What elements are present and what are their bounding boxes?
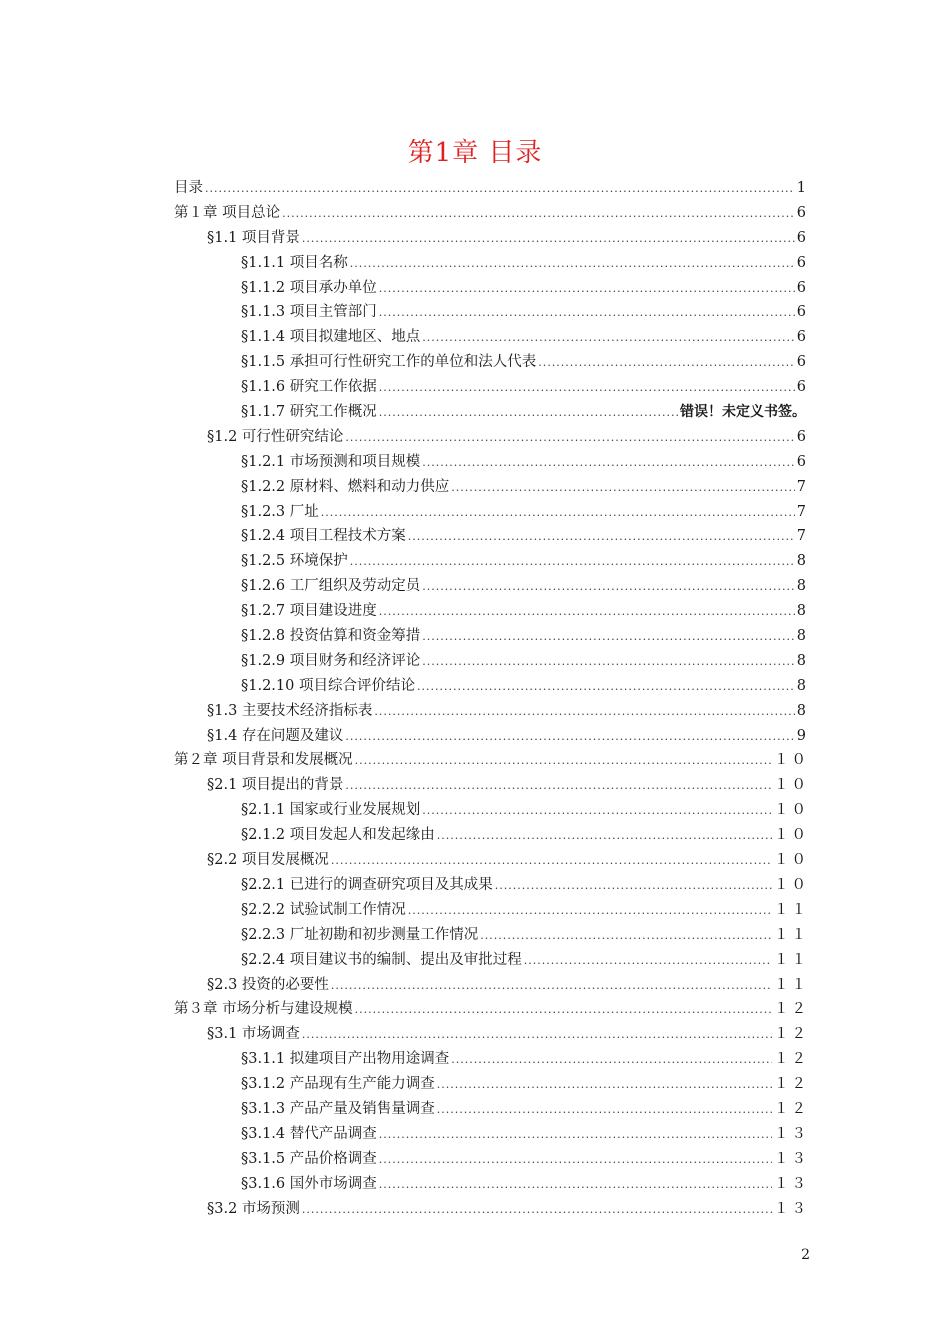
dot-leader [379, 277, 795, 302]
toc-entry-label: §1.1.5 承担可行性研究工作的单位和法人代表 [241, 354, 537, 371]
toc-entry[interactable] [174, 649, 809, 674]
toc-entry-page: １２ [774, 1026, 809, 1043]
toc-entry-page: １０ [774, 752, 809, 769]
toc-entry[interactable] [174, 300, 809, 325]
dot-leader [331, 974, 772, 999]
toc-entry-label: §1.2.1 市场预测和项目规模 [241, 453, 421, 470]
toc-entry-page: １１ [774, 901, 809, 918]
dot-leader [408, 899, 772, 924]
toc-entry-page: 8 [796, 628, 809, 645]
toc-entry-label: §2.3 投资的必要性 [207, 976, 329, 993]
toc-entry-label: §3.1.3 产品产量及销售量调查 [241, 1100, 435, 1117]
toc-entry-label: §1.2.7 项目建设进度 [241, 603, 377, 620]
toc-entry[interactable] [174, 1122, 809, 1147]
toc-entry[interactable] [174, 500, 809, 525]
toc-entry-label: §2.1 项目提出的背景 [207, 777, 344, 794]
toc-entry-label: §3.1 市场调查 [207, 1026, 300, 1043]
toc-entry-label: §3.1.5 产品价格调查 [241, 1150, 377, 1167]
toc-entry[interactable] [174, 201, 809, 226]
toc-entry-page: 6 [796, 428, 809, 445]
dot-leader [379, 600, 795, 625]
dot-leader [524, 949, 772, 974]
toc-entry[interactable] [174, 176, 809, 201]
dot-leader [417, 675, 795, 700]
toc-entry-page: １３ [774, 1175, 809, 1192]
toc-entry-label: §1.2.9 项目财务和经济评论 [241, 652, 421, 669]
toc-entry-label: §1.1.2 项目承办单位 [241, 279, 377, 296]
toc-entry-page: 6 [796, 354, 809, 371]
toc-entry-label: §1.1.1 项目名称 [241, 254, 348, 271]
toc-entry[interactable] [174, 724, 809, 749]
toc-entry-page: １３ [774, 1150, 809, 1167]
dot-leader [422, 575, 795, 600]
toc-entry-label: §1.2.6 工厂组织及劳动定员 [241, 578, 421, 595]
toc-entry-page: 6 [796, 279, 809, 296]
toc-entry-page: １３ [774, 1125, 809, 1142]
toc-entry[interactable] [174, 823, 809, 848]
toc-entry[interactable] [174, 475, 809, 500]
dot-leader [379, 401, 678, 426]
toc-entry-label: §3.1.4 替代产品调查 [241, 1125, 377, 1142]
dot-leader [422, 799, 772, 824]
toc-entry[interactable] [174, 798, 809, 823]
toc-entry-label: 第１章 项目总论 [174, 204, 281, 221]
toc-entry-page: 7 [796, 478, 809, 495]
page-number: 2 [801, 1247, 810, 1263]
toc-entry-page: 8 [796, 677, 809, 694]
toc-entry-page: 7 [796, 503, 809, 520]
dot-leader [350, 550, 795, 575]
toc-entry[interactable] [174, 948, 809, 973]
toc-entry[interactable] [174, 1072, 809, 1097]
toc-entry[interactable] [174, 748, 809, 773]
toc-entry-label: §1.2.3 厂址 [241, 503, 319, 520]
toc-entry-page: 7 [796, 528, 809, 545]
toc-entry-page: １０ [774, 876, 809, 893]
toc-entry-label: §2.1.2 项目发起人和发起缘由 [241, 827, 435, 844]
dot-leader [422, 650, 795, 675]
toc-entry[interactable] [174, 375, 809, 400]
toc-entry-page: 8 [796, 603, 809, 620]
toc-entry[interactable] [174, 425, 809, 450]
dot-leader [345, 725, 794, 750]
toc-entry[interactable] [174, 599, 809, 624]
dot-leader [437, 824, 772, 849]
toc-entry-page: 8 [796, 578, 809, 595]
toc-entry-label: §1.3 主要技术经济指标表 [207, 702, 373, 719]
toc-entry[interactable] [174, 873, 809, 898]
dot-leader [538, 351, 795, 376]
toc-entry[interactable] [174, 898, 809, 923]
toc-entry-page: １２ [774, 1001, 809, 1018]
toc-entry-page: １０ [774, 777, 809, 794]
toc-entry-label: 目录 [174, 180, 203, 196]
dot-leader [345, 426, 794, 451]
dot-leader [379, 1123, 772, 1148]
dot-leader [379, 1148, 772, 1173]
toc-entry[interactable] [174, 1047, 809, 1072]
toc-entry[interactable] [174, 1022, 809, 1047]
toc-entry-label: §2.2.1 已进行的调查研究项目及其成果 [241, 876, 493, 893]
toc-entry-label: §2.2.4 项目建议书的编制、提出及审批过程 [241, 951, 522, 968]
toc-entry-label: §2.1.1 国家或行业发展规划 [241, 802, 421, 819]
toc-entry-page: 6 [796, 204, 809, 221]
toc-entry-page: 6 [796, 379, 809, 396]
toc-entry-page: 8 [796, 652, 809, 669]
toc-entry-label: §1.2 可行性研究结论 [207, 428, 344, 445]
toc-entry-page: 6 [796, 453, 809, 470]
toc-entry-page: １０ [774, 852, 809, 869]
toc-entry[interactable] [174, 848, 809, 873]
toc-entry-page: １１ [774, 976, 809, 993]
toc-entry-page: １１ [774, 926, 809, 943]
toc-entry[interactable] [174, 276, 809, 301]
toc-entry-label: §3.1.2 产品现有生产能力调查 [241, 1076, 435, 1093]
toc-entry-label: §1.2.8 投资估算和资金筹措 [241, 628, 421, 645]
toc-entry-label: §2.2.3 厂址初勘和初步测量工作情况 [241, 926, 479, 943]
toc-entry-label: §1.1.6 研究工作依据 [241, 379, 377, 396]
toc-entry-label: §2.2 项目发展概况 [207, 852, 329, 869]
toc-entry-label: §1.1.3 项目主管部门 [241, 304, 377, 321]
toc-entry-page: 8 [796, 702, 809, 719]
toc-entry[interactable] [174, 1097, 809, 1122]
toc-entry-page: １２ [774, 1100, 809, 1117]
dot-leader [302, 227, 795, 252]
dot-leader [302, 1198, 772, 1223]
toc-entry[interactable] [174, 1197, 809, 1222]
toc-entry[interactable] [174, 400, 806, 425]
toc-entry-page: 6 [796, 254, 809, 271]
toc-entry-page: 6 [796, 329, 809, 346]
table-of-contents [174, 176, 809, 1221]
toc-entry-page: 6 [796, 229, 809, 246]
toc-entry-error: 错误！未定义书签。 [680, 404, 806, 421]
toc-entry[interactable] [174, 325, 809, 350]
toc-entry[interactable] [174, 973, 809, 998]
toc-entry-label: §2.2.2 试验试制工作情况 [241, 901, 406, 918]
toc-entry-page: １０ [774, 827, 809, 844]
dot-leader [355, 998, 772, 1023]
toc-entry[interactable] [174, 923, 809, 948]
toc-entry-label: §1.1 项目背景 [207, 229, 300, 246]
toc-entry-page: 1 [796, 180, 809, 196]
toc-entry-label: §3.2 市场预测 [207, 1200, 300, 1217]
toc-entry[interactable] [174, 574, 809, 599]
dot-leader [408, 525, 795, 550]
toc-entry-page: 6 [796, 304, 809, 321]
toc-entry-page: 9 [796, 727, 809, 744]
dot-leader [205, 177, 795, 202]
toc-entry-label: 第３章 市场分析与建设规模 [174, 1001, 353, 1018]
toc-entry-label: §1.1.4 项目拟建地区、地点 [241, 329, 421, 346]
toc-entry[interactable] [174, 1172, 809, 1197]
toc-entry-label: §1.4 存在问题及建议 [207, 727, 344, 744]
dot-leader [302, 1023, 772, 1048]
toc-entry-label: §3.1.1 拟建项目产出物用途调查 [241, 1051, 450, 1068]
dot-leader [451, 476, 795, 501]
toc-entry-label: §1.2.10 项目综合评价结论 [241, 677, 415, 694]
toc-entry[interactable] [174, 624, 809, 649]
dot-leader [321, 501, 795, 526]
toc-entry-page: １１ [774, 951, 809, 968]
toc-entry[interactable] [174, 524, 809, 549]
toc-entry[interactable] [174, 251, 809, 276]
dot-leader [379, 301, 795, 326]
toc-entry-page: １２ [774, 1076, 809, 1093]
toc-entry-label: §1.2.2 原材料、燃料和动力供应 [241, 478, 450, 495]
dot-leader [350, 252, 795, 277]
toc-entry[interactable] [174, 350, 809, 375]
toc-entry-label: 第２章 项目背景和发展概况 [174, 752, 353, 769]
dot-leader [495, 874, 772, 899]
dot-leader [437, 1073, 772, 1098]
toc-entry-page: １３ [774, 1200, 809, 1217]
toc-entry[interactable] [174, 226, 809, 251]
dot-leader [355, 749, 772, 774]
dot-leader [422, 625, 795, 650]
dot-leader [422, 451, 795, 476]
toc-entry[interactable] [174, 699, 809, 724]
toc-entry-page: １２ [774, 1051, 809, 1068]
dot-leader [379, 1173, 772, 1198]
dot-leader [345, 774, 772, 799]
toc-entry[interactable] [174, 773, 809, 798]
toc-entry[interactable] [174, 549, 809, 574]
toc-entry-label: §3.1.6 国外市场调查 [241, 1175, 377, 1192]
page-title: 第1章 目录 [407, 138, 543, 168]
dot-leader [374, 700, 794, 725]
toc-entry-page: 8 [796, 553, 809, 570]
toc-entry[interactable] [174, 1147, 809, 1172]
dot-leader [379, 376, 795, 401]
dot-leader [451, 1048, 772, 1073]
dot-leader [422, 326, 795, 351]
dot-leader [282, 202, 795, 227]
dot-leader [437, 1098, 772, 1123]
toc-entry-label: §1.2.4 项目工程技术方案 [241, 528, 406, 545]
dot-leader [480, 924, 772, 949]
toc-entry-label: §1.1.7 研究工作概况 [241, 404, 377, 421]
dot-leader [331, 849, 772, 874]
toc-entry-page: １０ [774, 802, 809, 819]
toc-entry[interactable] [174, 674, 809, 699]
toc-entry[interactable] [174, 450, 809, 475]
toc-entry-label: §1.2.5 环境保护 [241, 553, 348, 570]
toc-entry[interactable] [174, 997, 809, 1022]
